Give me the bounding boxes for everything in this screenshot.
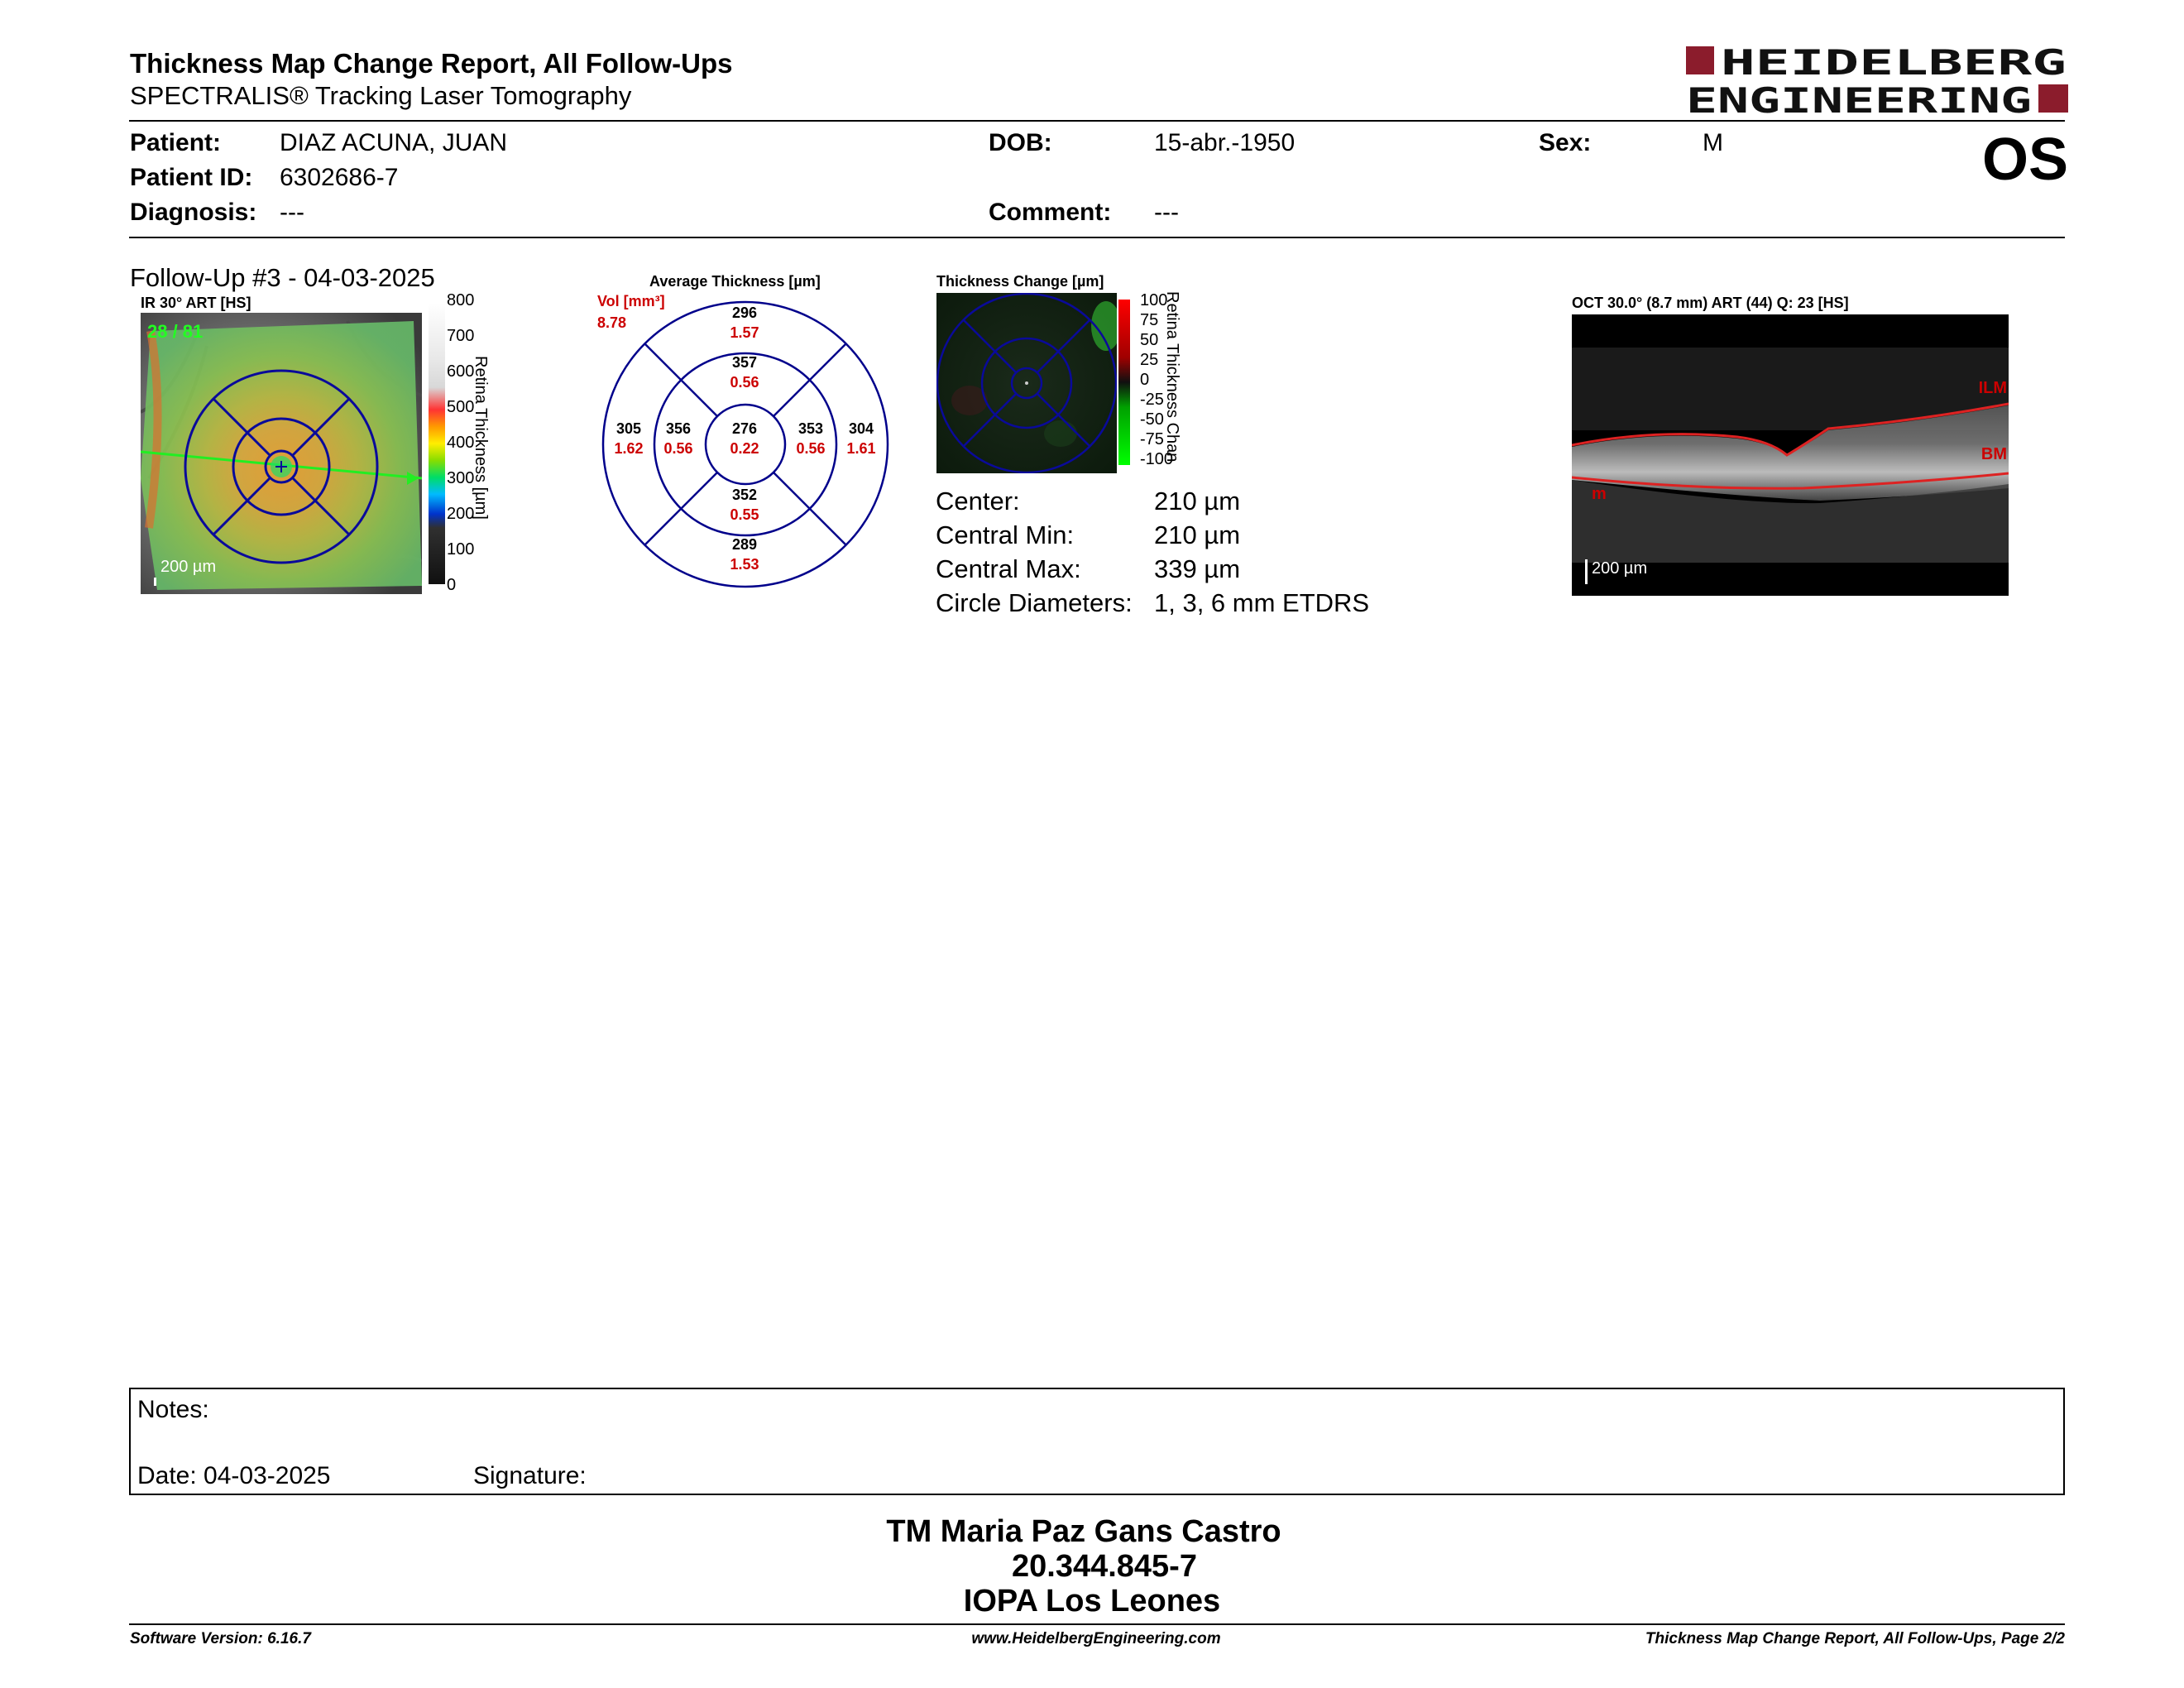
sex-label: Sex:: [1539, 129, 1592, 156]
sector-outer-inferior-thickness: 289: [731, 536, 758, 553]
heidelberg-logo-graphic: [1686, 43, 2068, 117]
patient-divider: [129, 237, 2065, 238]
circle-diameters-label: Circle Diameters:: [936, 588, 1133, 617]
software-version: Software Version: 6.16.7: [130, 1630, 311, 1647]
tm-label: m: [1592, 485, 1607, 503]
vol-label: Vol [mm³]: [597, 293, 665, 309]
svg-text:ENGINEERING: ENGINEERING: [1686, 80, 2032, 117]
sector-inner-inferior-volume: 0.55: [730, 506, 759, 523]
signer-id: 20.344.845-7: [1012, 1549, 1197, 1584]
thickness-change-header: Thickness Change [µm]: [936, 273, 1104, 290]
sector-inner-inferior-thickness: 352: [731, 487, 758, 503]
change-tick: 50: [1140, 331, 1159, 349]
patient-name: DIAZ ACUNA, JUAN: [280, 129, 508, 156]
ir-scale-bar: [154, 578, 156, 586]
ir-colorbar: [429, 303, 445, 584]
ir-scale: 200 µm: [160, 558, 217, 576]
patient-name-label: Patient:: [130, 129, 222, 156]
report-subtitle: SPECTRALIS® Tracking Laser Tomography: [130, 81, 632, 110]
header-divider: [129, 120, 2065, 122]
change-tick: 75: [1140, 311, 1159, 329]
dob-label: DOB:: [989, 129, 1052, 156]
bm-label: BM: [1980, 445, 2007, 463]
signature-label: Signature:: [473, 1462, 587, 1489]
central-max-label: Central Max:: [936, 554, 1081, 583]
svg-text:HEIDELBERG: HEIDELBERG: [1721, 43, 2067, 83]
circle-diameters-value: 1, 3, 6 mm ETDRS: [1154, 588, 1370, 617]
patient-id-label: Patient ID:: [130, 164, 253, 191]
notes-label: Notes:: [137, 1396, 209, 1423]
sector-outer-right-volume: 1.61: [846, 440, 876, 457]
change-tick: -25: [1140, 391, 1164, 409]
diagnosis-label: Diagnosis:: [130, 199, 257, 226]
change-tick: 25: [1140, 351, 1159, 369]
change-tick: -100: [1140, 450, 1174, 468]
thickness-change-map: [936, 293, 1117, 473]
ir-tick: 400: [447, 434, 475, 452]
website-link[interactable]: www.HeidelbergEngineering.com: [971, 1630, 1221, 1647]
sector-center-volume: 0.22: [730, 440, 759, 457]
ir-tick: 600: [447, 362, 475, 381]
ir-tick: 500: [447, 398, 475, 416]
vol-total: 8.78: [597, 314, 627, 331]
sector-outer-superior-volume: 1.57: [730, 324, 759, 341]
ir-tick: 0: [447, 576, 457, 594]
followup-title: Follow-Up #3 - 04-03-2025: [130, 263, 435, 292]
ilm-label: ILM: [1978, 379, 2007, 397]
center-value: 210 µm: [1154, 487, 1241, 516]
comment-value: ---: [1154, 199, 1179, 226]
patient-id: 6302686-7: [280, 164, 399, 191]
change-colorbar-label: Retina Thickness Chan: [1163, 291, 1181, 463]
central-min-label: Central Min:: [936, 520, 1075, 549]
dob-value: 15-abr.-1950: [1154, 129, 1296, 156]
heidelberg-logo: [1686, 43, 2068, 117]
signer-name: TM Maria Paz Gans Castro: [886, 1514, 1281, 1549]
sex-value: M: [1703, 129, 1723, 156]
sector-center-thickness: 276: [731, 420, 758, 437]
ir-fundus-image: [141, 313, 422, 594]
ir-tick: 700: [447, 327, 475, 345]
eye-indicator: OS: [1981, 127, 2068, 193]
central-max-value: 339 µm: [1154, 554, 1241, 583]
sector-inner-right-volume: 0.56: [796, 440, 826, 457]
sector-inner-superior-volume: 0.56: [730, 374, 759, 391]
date-label: Date: 04-03-2025: [137, 1462, 331, 1489]
comment-label: Comment:: [989, 199, 1112, 226]
sector-outer-inferior-volume: 1.53: [730, 556, 759, 573]
ir-tick: 800: [447, 291, 475, 309]
oct-scale: 200 µm: [1592, 559, 1648, 578]
change-tick: 0: [1140, 371, 1150, 389]
sector-inner-left-volume: 0.56: [663, 440, 693, 457]
ir-overlay-text: 28 / 81: [147, 321, 204, 342]
report-title: Thickness Map Change Report, All Follow-Ups: [130, 48, 733, 79]
notes-box: [129, 1388, 2065, 1495]
central-min-value: 210 µm: [1154, 520, 1241, 549]
avg-thickness-header: Average Thickness [µm]: [649, 273, 821, 290]
change-tick: -75: [1140, 430, 1164, 448]
change-tick: -50: [1140, 410, 1164, 429]
ir-tick: 300: [447, 469, 475, 487]
page-info: Thickness Map Change Report, All Follow-Ups, Page 2/2: [1645, 1630, 2065, 1647]
center-label: Center:: [936, 487, 1020, 516]
sector-outer-left-volume: 1.62: [614, 440, 644, 457]
sector-inner-right-thickness: 353: [797, 420, 824, 437]
oct-bscan-image: [1572, 314, 2009, 596]
sector-outer-superior-thickness: 296: [731, 305, 758, 321]
sector-inner-left-thickness: 356: [665, 420, 692, 437]
change-colorbar: [1118, 300, 1130, 465]
sector-outer-left-thickness: 305: [615, 420, 642, 437]
ir-tick: 200: [447, 505, 475, 523]
ir-header: IR 30° ART [HS]: [141, 295, 251, 311]
sector-outer-right-thickness: 304: [848, 420, 874, 437]
oct-scale-bar: [1585, 559, 1588, 584]
diagnosis-value: ---: [280, 199, 304, 226]
signer-org: IOPA Los Leones: [963, 1584, 1221, 1618]
change-tick: 100: [1140, 291, 1168, 309]
ir-tick: 100: [447, 540, 475, 559]
footer-divider: [129, 1623, 2065, 1625]
sector-inner-superior-thickness: 357: [731, 354, 758, 371]
oct-header: OCT 30.0° (8.7 mm) ART (44) Q: 23 [HS]: [1572, 295, 1849, 311]
ir-colorbar-label: Retina Thickness [µm]: [472, 356, 490, 520]
